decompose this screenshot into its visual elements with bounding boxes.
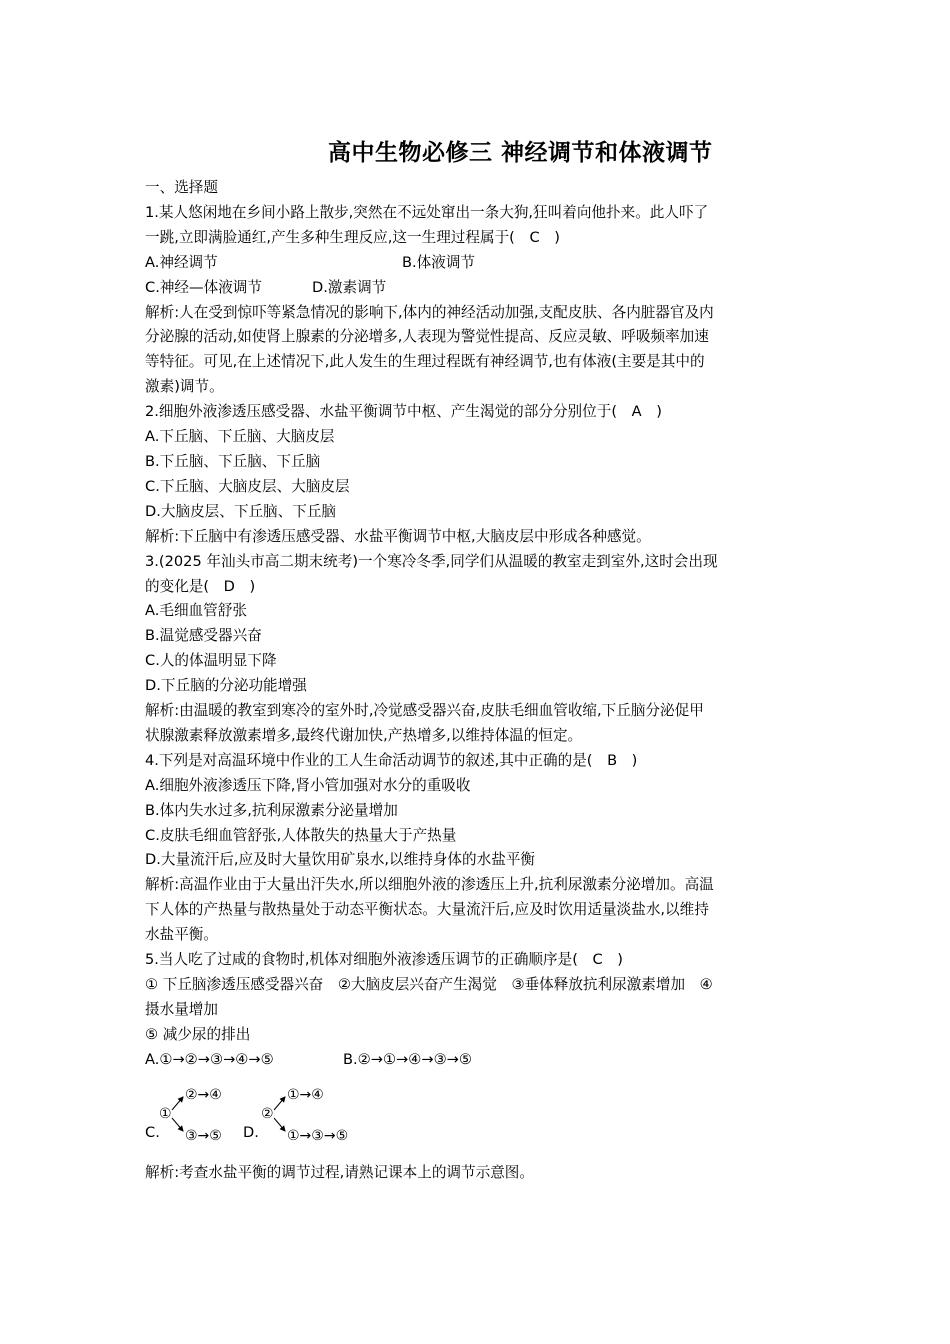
q3-option-c: C.人的体温明显下降 [145,652,277,670]
q5-d-root: ② [261,1105,274,1122]
q5-d-upper-chain: ①→④ [287,1086,324,1103]
q5-option-c-label: C. [145,1123,160,1141]
q1-option-d: D.激素调节 [312,278,387,296]
q4-stem: 4.下列是对高温环境中作业的工人生命活动调节的叙述,其中正确的是( B ) [145,751,638,769]
q5-option-a: A.①→②→③→④→⑤ [145,1050,274,1068]
q1-options-row2 [145,276,813,301]
q5-items-line1: ① 下丘脑渗透压感受器兴奋 ②大脑皮层兴奋产生渴觉 ③垂体释放抗利尿激素增加 ④ [145,976,713,993]
q3-analysis-line2: 状腺激素释放激素增多,最终代谢加快,产热增多,以维持体温的恒定。 [145,726,583,744]
q1-option-b: B.体液调节 [402,253,476,271]
q5-option-d-label: D. [243,1123,259,1141]
q1-analysis-line2: 分泌腺的活动,如使肾上腺素的分泌增多,人表现为警觉性提高、反应灵敏、呼吸频率加速 [145,328,709,346]
q2-option-a: A.下丘脑、下丘脑、大脑皮层 [145,428,335,446]
q5-stem: 5.当人吃了过咸的食物时,机体对细胞外液渗透压调节的正确顺序是( C ) [145,951,623,969]
q3-option-b: B.温觉感受器兴奋 [145,627,262,645]
q1-options-row1 [145,251,813,276]
q2-stem: 2.细胞外液渗透压感受器、水盐平衡调节中枢、产生渴觉的部分分别位于( A ) [145,403,662,421]
q1-option-c: C.神经—体液调节 [145,278,262,296]
q2-analysis: 解析:下丘脑中有渗透压感受器、水盐平衡调节中枢,大脑皮层中形成各种感觉。 [145,527,651,545]
q5-c-upper-chain: ②→④ [185,1086,222,1103]
q5-c-root: ① [159,1105,172,1122]
q5-option-b: B.②→①→④→③→⑤ [343,1050,472,1068]
q3-option-a: A.毛细血管舒张 [145,602,247,620]
q5-d-upper-arrow [274,1097,285,1110]
q4-option-a: A.细胞外液渗透压下降,肾小管加强对水分的重吸收 [145,776,471,794]
q5-items-line3: ⑤ 减少尿的排出 [145,1025,251,1043]
q2-option-b: B.下丘脑、下丘脑、下丘脑 [145,452,321,470]
q5-c-lower-arrow [172,1118,183,1131]
q2-option-d: D.大脑皮层、下丘脑、下丘脑 [145,502,337,520]
q5-d-lower-arrow [274,1118,285,1131]
q5-diagram-svg [145,1081,405,1143]
q5-options-row1 [145,1048,813,1073]
q4-analysis-line1: 解析:高温作业由于大量出汗失水,所以细胞外液的渗透压上升,抗利尿激素分泌增加。高温 [145,876,714,894]
q1-option-a: A.神经调节 [145,253,218,271]
q5-c-upper-arrow [172,1097,183,1110]
q3-stem-line2: 的变化是( D ) [145,577,256,595]
q5-items-line2: 摄水量增加 [145,1000,218,1018]
q3-option-d: D.下丘脑的分泌功能增强 [145,677,307,695]
page-title: 高中生物必修三 神经调节和体液调节 [328,140,713,166]
q3-stem-line1: 3.(2025 年汕头市高二期末统考)一个寒冷冬季,同学们从温暖的教室走到室外,这时会出现 [145,552,718,570]
q5-analysis: 解析:考查水盐平衡的调节过程,请熟记课本上的调节示意图。 [145,1163,534,1181]
document-body [145,176,813,1186]
section-heading: 一、选择题 [145,179,218,196]
q4-option-d: D.大量流汗后,应及时大量饮用矿泉水,以维持身体的水盐平衡 [145,851,536,869]
q5-c-lower-chain: ③→⑤ [185,1127,222,1144]
q1-stem-line2: 一跳,立即满脸通红,产生多种生理反应,这一生理过程属于( C ) [145,228,560,246]
q4-analysis-line3: 水盐平衡。 [145,926,218,944]
q3-analysis-line1: 解析:由温暖的教室到寒冷的室外时,冷觉感受器兴奋,皮肤毛细血管收缩,下丘脑分泌促甲 [145,702,704,720]
q1-analysis-line4: 激素)调节。 [145,378,224,396]
q2-option-c: C.下丘脑、大脑皮层、大脑皮层 [145,477,350,495]
q1-analysis-line1: 解析:人在受到惊吓等紧急情况的影响下,体内的神经活动加强,支配皮肤、各内脏器官及内 [145,303,714,321]
q4-option-b: B.体内失水过多,抗利尿激素分泌量增加 [145,801,398,819]
q4-analysis-line2: 下人体的产热量与散热量处于动态平衡状态。大量流汗后,应及时饮用适量淡盐水,以维持 [145,901,709,919]
q5-d-lower-chain: ①→③→⑤ [287,1127,349,1144]
q1-analysis-line3: 等特征。可见,在上述情况下,此人发生的生理过程既有神经调节,也有体液(主要是其中的 [145,353,705,371]
q4-option-c: C.皮肤毛细血管舒张,人体散失的热量大于产热量 [145,826,457,844]
q1-stem-line1: 1.某人悠闲地在乡间小路上散步,突然在不远处窜出一条大狗,狂叫着向他扑来。此人吓了 [145,203,709,221]
q5-options-diagrams [145,1081,813,1144]
